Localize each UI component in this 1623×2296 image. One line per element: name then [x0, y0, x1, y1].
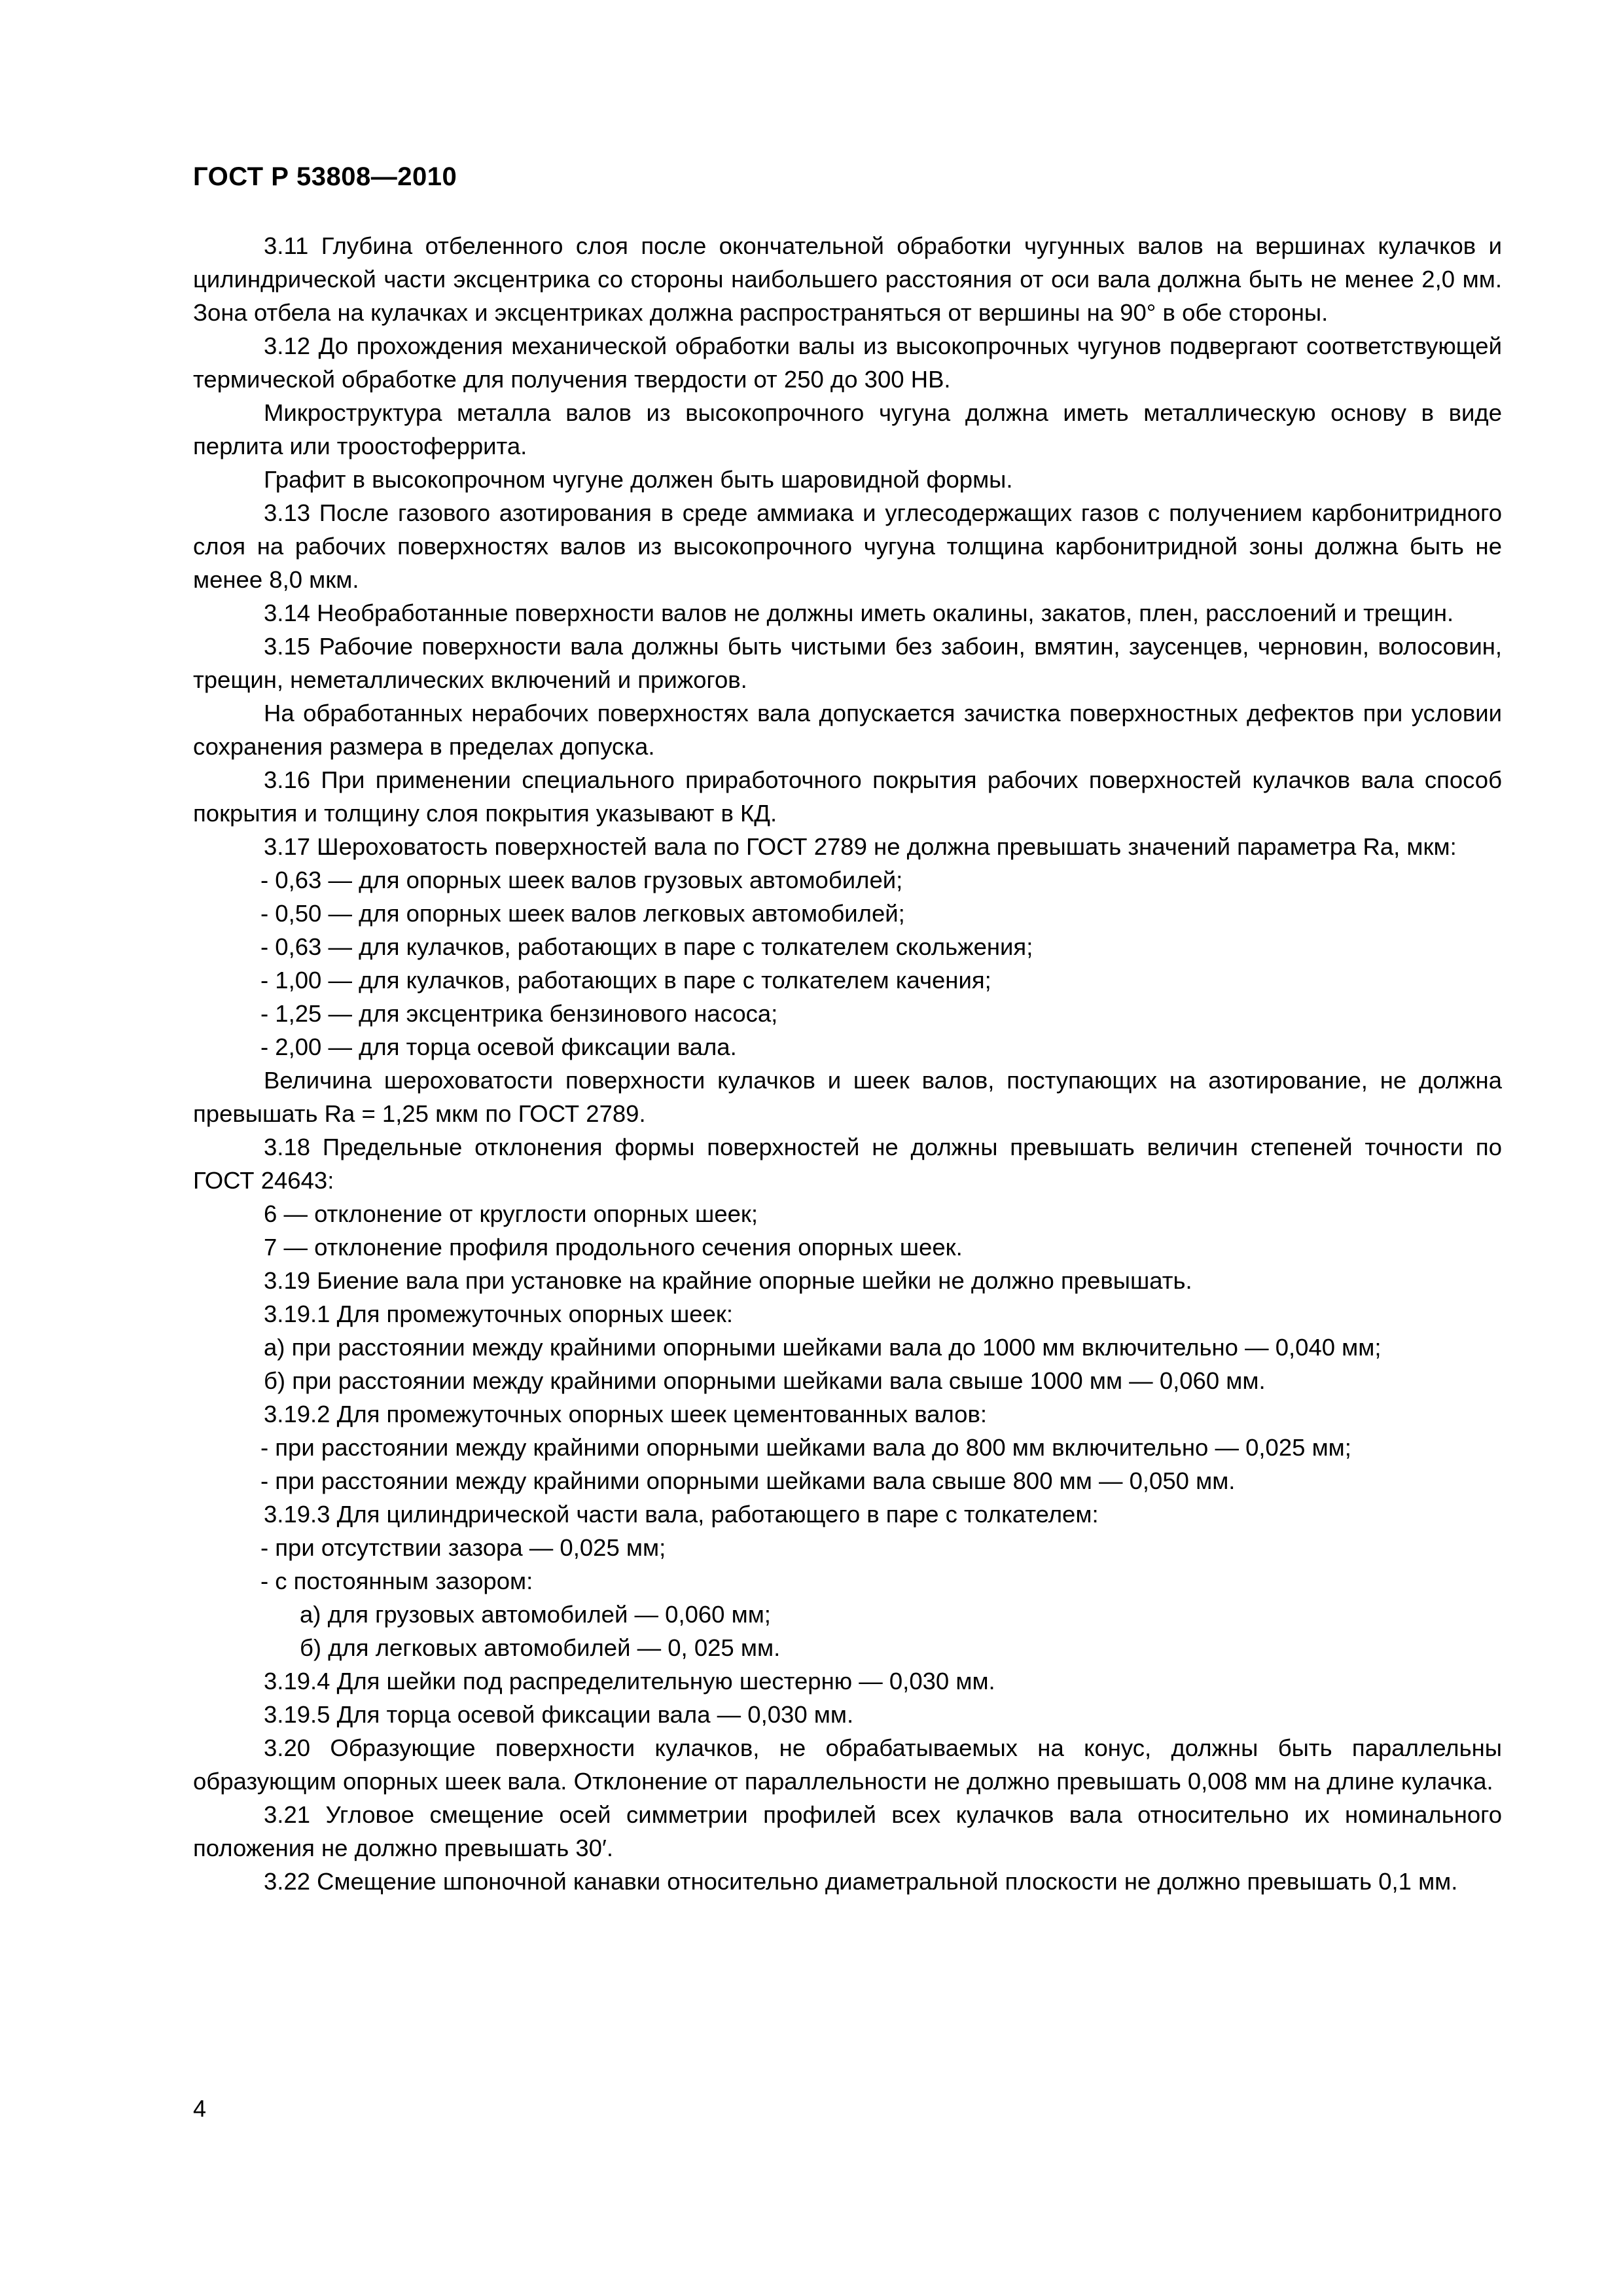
- paragraph: Графит в высокопрочном чугуне должен быть шаровидной формы.: [264, 466, 1013, 493]
- paragraph: Величина шероховатости поверхности кулачков и шеек валов, поступающих на азотирование, не должна превышать Ra = 1,25 мкм по ГОСТ 2789.: [193, 1067, 1502, 1127]
- paragraph: 3.18 Предельные отклонения формы поверхностей не должны превышать величин степеней точности по ГОСТ 24643:: [193, 1134, 1502, 1194]
- paragraph: 3.19.5 Для торца осевой фиксации вала — 0,030 мм.: [264, 1701, 854, 1728]
- paragraph: 3.12 До прохождения механической обработки валы из высокопрочных чугунов подвергают соответствующей термической обработке для получения твердости от 250 до 300 НВ.: [193, 332, 1502, 393]
- list-item: - 1,25 — для эксцентрика бензинового насоса;: [260, 1000, 778, 1027]
- paragraph: 3.19.4 Для шейки под распределительную шестерню — 0,030 мм.: [264, 1668, 995, 1695]
- paragraph: 3.13 После газового азотирования в среде аммиака и углесодержащих газов с получением карбонитридного слоя на рабочих поверхностях валов из высокопрочного чугуна толщина карбонитридной зоны должна быть не менее 8,0 мкм.: [193, 499, 1502, 593]
- paragraph: 3.17 Шероховатость поверхностей вала по ГОСТ 2789 не должна превышать значений параметра Ra, мкм:: [264, 833, 1457, 860]
- paragraph: 3.21 Угловое смещение осей симметрии профилей всех кулачков вала относительно их номинального положения не должно превышать 30′.: [193, 1801, 1502, 1861]
- list-item: - 0,63 — для опорных шеек валов грузовых автомобилей;: [260, 867, 903, 893]
- paragraph: 3.15 Рабочие поверхности вала должны быть чистыми без забоин, вмятин, заусенцев, черновин, волосовин, трещин, неметаллических включений и прижогов.: [193, 633, 1502, 693]
- list-item: - при расстоянии между крайними опорными шейками вала свыше 800 мм — 0,050 мм.: [260, 1467, 1236, 1494]
- paragraph: 3.16 При применении специального приработочного покрытия рабочих поверхностей кулачков вала способ покрытия и толщину слоя покрытия указывают в КД.: [193, 766, 1502, 827]
- paragraph: 3.19.1 Для промежуточных опорных шеек:: [264, 1300, 734, 1327]
- paragraph: 3.22 Смещение шпоночной канавки относительно диаметральной плоскости не должно превышать 0,1 мм.: [264, 1868, 1458, 1895]
- paragraph: а) при расстоянии между крайними опорными шейками вала до 1000 мм включительно — 0,040 мм;: [264, 1334, 1382, 1361]
- list-item: - 1,00 — для кулачков, работающих в паре с толкателем качения;: [260, 967, 991, 994]
- paragraph: 7 — отклонение профиля продольного сечения опорных шеек.: [264, 1234, 963, 1261]
- document-header: ГОСТ Р 53808—2010: [193, 162, 457, 191]
- list-item: а) для грузовых автомобилей — 0,060 мм;: [300, 1601, 771, 1628]
- paragraph: 6 — отклонение от круглости опорных шеек;: [264, 1200, 758, 1227]
- list-item: - при отсутствии зазора — 0,025 мм;: [260, 1534, 666, 1561]
- list-item: - с постоянным зазором:: [260, 1568, 533, 1594]
- list-item: б) для легковых автомобилей — 0, 025 мм.: [300, 1634, 781, 1661]
- list-item: - 2,00 — для торца осевой фиксации вала.: [260, 1033, 737, 1060]
- paragraph: 3.19 Биение вала при установке на крайние опорные шейки не должно превышать.: [264, 1267, 1192, 1294]
- list-item: - при расстоянии между крайними опорными шейками вала до 800 мм включительно — 0,025 мм;: [260, 1434, 1351, 1461]
- list-item: - 0,50 — для опорных шеек валов легковых автомобилей;: [260, 900, 905, 927]
- paragraph: б) при расстоянии между крайними опорными шейками вала свыше 1000 мм — 0,060 мм.: [264, 1367, 1266, 1394]
- paragraph: Микроструктура металла валов из высокопрочного чугуна должна иметь металлическую основу в виде перлита или троостоферрита.: [193, 399, 1502, 459]
- page-number: 4: [193, 2095, 207, 2122]
- paragraph: 3.11 Глубина отбеленного слоя после окончательной обработки чугунных валов на вершинах кулачков и цилиндрической части эксцентрика со стороны наибольшего расстояния от оси вала должна быть не менее 2,0 мм. Зона отбела на кулачках и эксцентриках должна распространяться от вершины на 90° в обе стороны.: [193, 232, 1502, 326]
- paragraph: 3.19.3 Для цилиндрической части вала, работающего в паре с толкателем:: [264, 1501, 1099, 1528]
- paragraph: На обработанных нерабочих поверхностях вала допускается зачистка поверхностных дефектов при условии сохранения размера в пределах допуска.: [193, 700, 1502, 760]
- paragraph: 3.19.2 Для промежуточных опорных шеек цементованных валов:: [264, 1401, 987, 1427]
- document-body: [193, 229, 1502, 1898]
- paragraph: 3.14 Необработанные поверхности валов не должны иметь окалины, закатов, плен, расслоений и трещин.: [264, 600, 1454, 626]
- list-item: - 0,63 — для кулачков, работающих в паре с толкателем скольжения;: [260, 933, 1033, 960]
- paragraph: 3.20 Образующие поверхности кулачков, не обрабатываемых на конус, должны быть параллельны образующим опорных шеек вала. Отклонение от параллельности не должно превышать 0,008 мм на длине кулачка.: [193, 1734, 1502, 1795]
